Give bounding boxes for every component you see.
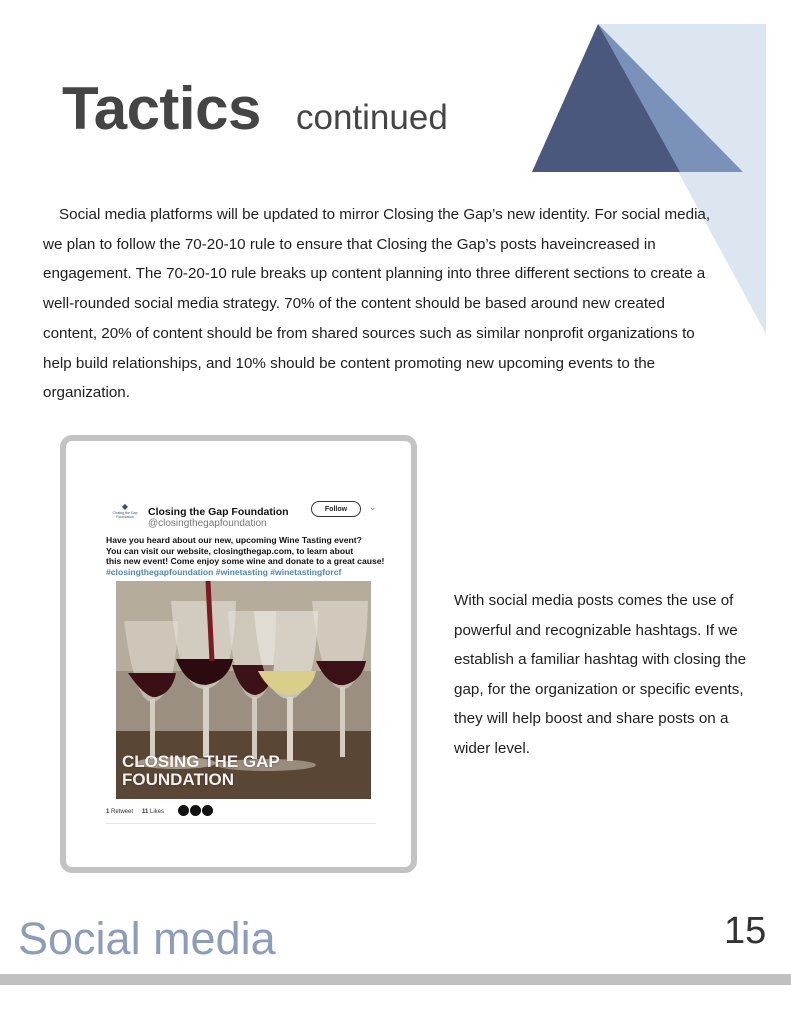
likes-label: Likes <box>150 808 165 815</box>
tweet-text-line: this new event! Come enjoy some wine and donate to a great cause! <box>106 556 385 566</box>
intro-paragraph: Social media platforms will be updated to mirror Closing the Gap’s new identity. For social media, we plan to follow the 70-20-10 rule to ensure that Closing the Gap’s posts haveincreased in engagement. The 70-20-10 rule breaks up content planning into three different sections to create a well-rounded social media strategy. 70% of the content should be based around new created content, 20% of content should be from shared sources such as similar nonprofit organizations to help build relationships, and 10% should be content promoting new upcoming events to the organization. <box>43 206 711 402</box>
account-handle[interactable]: @closingthegapfoundation <box>148 518 267 529</box>
retweet-count: 1 <box>106 808 110 815</box>
likes-stat[interactable] <box>142 809 164 815</box>
likes-count: 11 <box>142 808 149 815</box>
photo-caption <box>122 753 280 789</box>
avatar <box>190 805 201 816</box>
tweet-stats <box>106 805 376 819</box>
chevron-down-icon[interactable]: ⌄ <box>369 502 377 512</box>
foundation-logo <box>108 503 142 529</box>
avatar <box>202 805 213 816</box>
photo-caption-line: FOUNDATION <box>122 769 235 789</box>
tweet-hashtags[interactable]: #closingthegapfoundation #winetasting #winetastingforcf <box>106 566 342 577</box>
account-name[interactable]: Closing the Gap Foundation <box>148 506 289 518</box>
tweet-card <box>106 501 385 824</box>
follow-button[interactable]: Follow <box>311 501 361 517</box>
page-subtitle: continued <box>296 98 448 137</box>
page-title: Tactics <box>62 75 261 142</box>
tweet-text <box>106 535 396 567</box>
logo-text: Closing the Gap Foundation <box>112 511 138 519</box>
retweet-stat[interactable] <box>106 809 133 815</box>
footer-bar <box>0 974 791 985</box>
wine-glasses-photo <box>116 581 371 799</box>
section-label: Social media <box>18 913 276 964</box>
retweet-label: Retweet <box>111 808 134 815</box>
photo-caption-line: CLOSING THE GAP <box>122 751 280 771</box>
tweet-text-line: You can visit our website, closingthegap.com, to learn about <box>106 545 354 556</box>
page-number: 15 <box>724 910 767 952</box>
hashtag-paragraph: With social media posts comes the use of powerful and recognizable hashtags. If we establish a familiar hashtag with closing the gap, for the organization or specific events, they will help boost and share posts on a wider level. <box>454 592 747 757</box>
divider <box>106 823 376 824</box>
tweet-header <box>106 501 376 537</box>
tweet-text-line: Have you heard about our new, upcoming Wine Tasting event? <box>106 535 362 545</box>
liker-avatars[interactable] <box>178 805 214 818</box>
phone-mockup <box>60 435 417 873</box>
avatar <box>178 805 189 816</box>
drop-icon: ◆ <box>121 502 129 511</box>
